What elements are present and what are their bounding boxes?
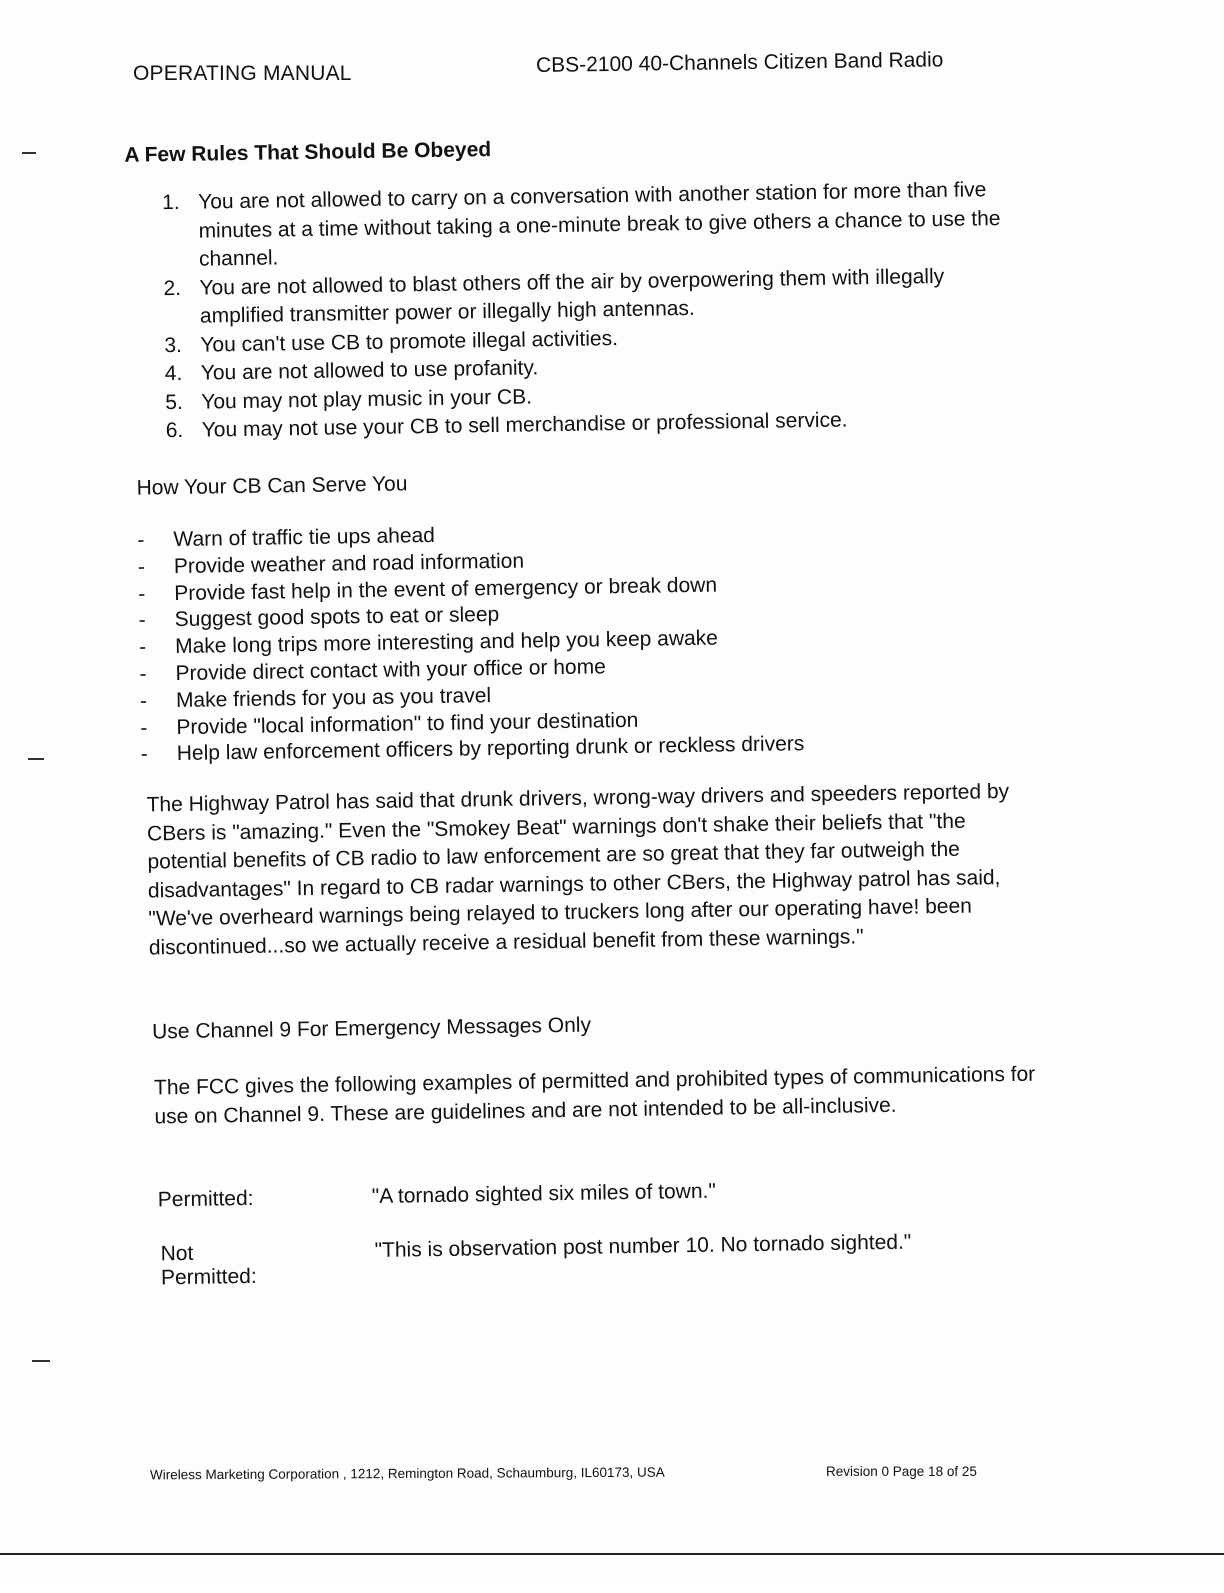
- list-item-text: Make friends for you as you travel: [175, 683, 492, 712]
- list-item-dash: -: [139, 662, 147, 686]
- rules-section-title: A Few Rules That Should Be Obeyed: [124, 138, 492, 167]
- list-item-number: 2.: [163, 276, 182, 300]
- list-item-text: Make long trips more interesting and help you keep awake: [174, 626, 719, 659]
- list-item-dash: -: [140, 716, 148, 740]
- list-item-dash: -: [138, 582, 146, 606]
- list-item-text: Suggest good spots to eat or sleep: [174, 603, 500, 632]
- list-item-number: 5.: [165, 390, 183, 414]
- list-item-number: 4.: [164, 361, 183, 386]
- list-item-text: Provide "local information" to find your destination: [176, 708, 639, 739]
- list-item-text: You are not allowed to blast others off the air by overpowering them with illegally amplified transmitter power or illegally high antennas.: [199, 264, 945, 328]
- list-item-number: 1.: [161, 190, 180, 215]
- list-item-dash: -: [140, 742, 148, 766]
- serve-section-title: How Your CB Can Serve You: [136, 472, 408, 500]
- list-item-dash: -: [137, 528, 145, 552]
- list-item-text: Provide fast help in the event of emergency or break down: [174, 573, 718, 605]
- margin-mark: [28, 758, 44, 760]
- fcc-paragraph: The FCC gives the following examples of permitted and prohibited types of communications for use on Channel 9. These are guidelines and are not intended to be all-inclusive.: [153, 1062, 1036, 1129]
- list-item-text: You are not allowed to use profanity.: [200, 356, 539, 385]
- header-product-title: CBS-2100 40-Channels Citizen Band Radio: [535, 48, 944, 77]
- rules-list: [162, 176, 1026, 446]
- list-item-text: You may not use your CB to sell merchandise or professional service.: [201, 408, 848, 442]
- list-item-text: You are not allowed to carry on a conversation with another station for more than five minutes at a time without taking a one-minute break to give others a chance to use the channel.: [197, 178, 1001, 271]
- header-manual-label: OPERATING MANUAL: [133, 62, 352, 85]
- margin-mark: [22, 152, 36, 154]
- list-item-number: 3.: [164, 333, 183, 357]
- list-item-text: Provide direct contact with your office or home: [175, 655, 606, 686]
- list-item-text: Provide weather and road information: [173, 549, 525, 578]
- channel9-section-title: Use Channel 9 For Emergency Messages Only: [151, 1013, 592, 1044]
- bottom-divider: [0, 1553, 1224, 1555]
- not-permitted-text: "This is observation post number 10. No tornado sighted.": [374, 1230, 912, 1262]
- not-permitted-label: Not Permitted:: [160, 1241, 257, 1290]
- list-item-text: Warn of traffic tie ups ahead: [173, 523, 436, 552]
- permitted-label: Permitted:: [157, 1186, 254, 1212]
- list-item-number: 6.: [165, 418, 184, 443]
- list-item-dash: -: [137, 555, 146, 579]
- margin-mark: [32, 1360, 50, 1362]
- footer-page-info: Revision 0 Page 18 of 25: [826, 1464, 977, 1479]
- list-item-text: You may not play music in your CB.: [201, 384, 533, 414]
- list-item-dash: -: [139, 689, 148, 713]
- list-item-text: Help law enforcement officers by reporting drunk or reckless drivers: [176, 732, 805, 766]
- list-item: [162, 176, 1023, 275]
- permitted-text: "A tornado sighted six miles of town.": [371, 1179, 717, 1209]
- highway-patrol-paragraph: The Highway Patrol has said that drunk drivers, wrong-way drivers and speeders reported by CBers is "amazing." Even the "Smokey Beat" warnings don't shake their beliefs that "the potential benefits of CB radio to law enforcement are so great that they far outweigh the disadvantages" In regard to CB radar warnings to other CBers, the Highway patrol has said, "We've overheard warnings being relayed to truckers long after our operating have! been discontinued...so we actually receive a residual benefit from these warnings.": [146, 779, 1010, 960]
- list-item-text: You can't use CB to promote illegal activities.: [200, 326, 619, 357]
- list-item-dash: -: [138, 608, 146, 632]
- footer-company: Wireless Marketing Corporation , 1212, Remington Road, Schaumburg, IL60173, USA: [149, 1464, 665, 1483]
- list-item-dash: -: [138, 635, 147, 659]
- serve-list: [137, 517, 804, 769]
